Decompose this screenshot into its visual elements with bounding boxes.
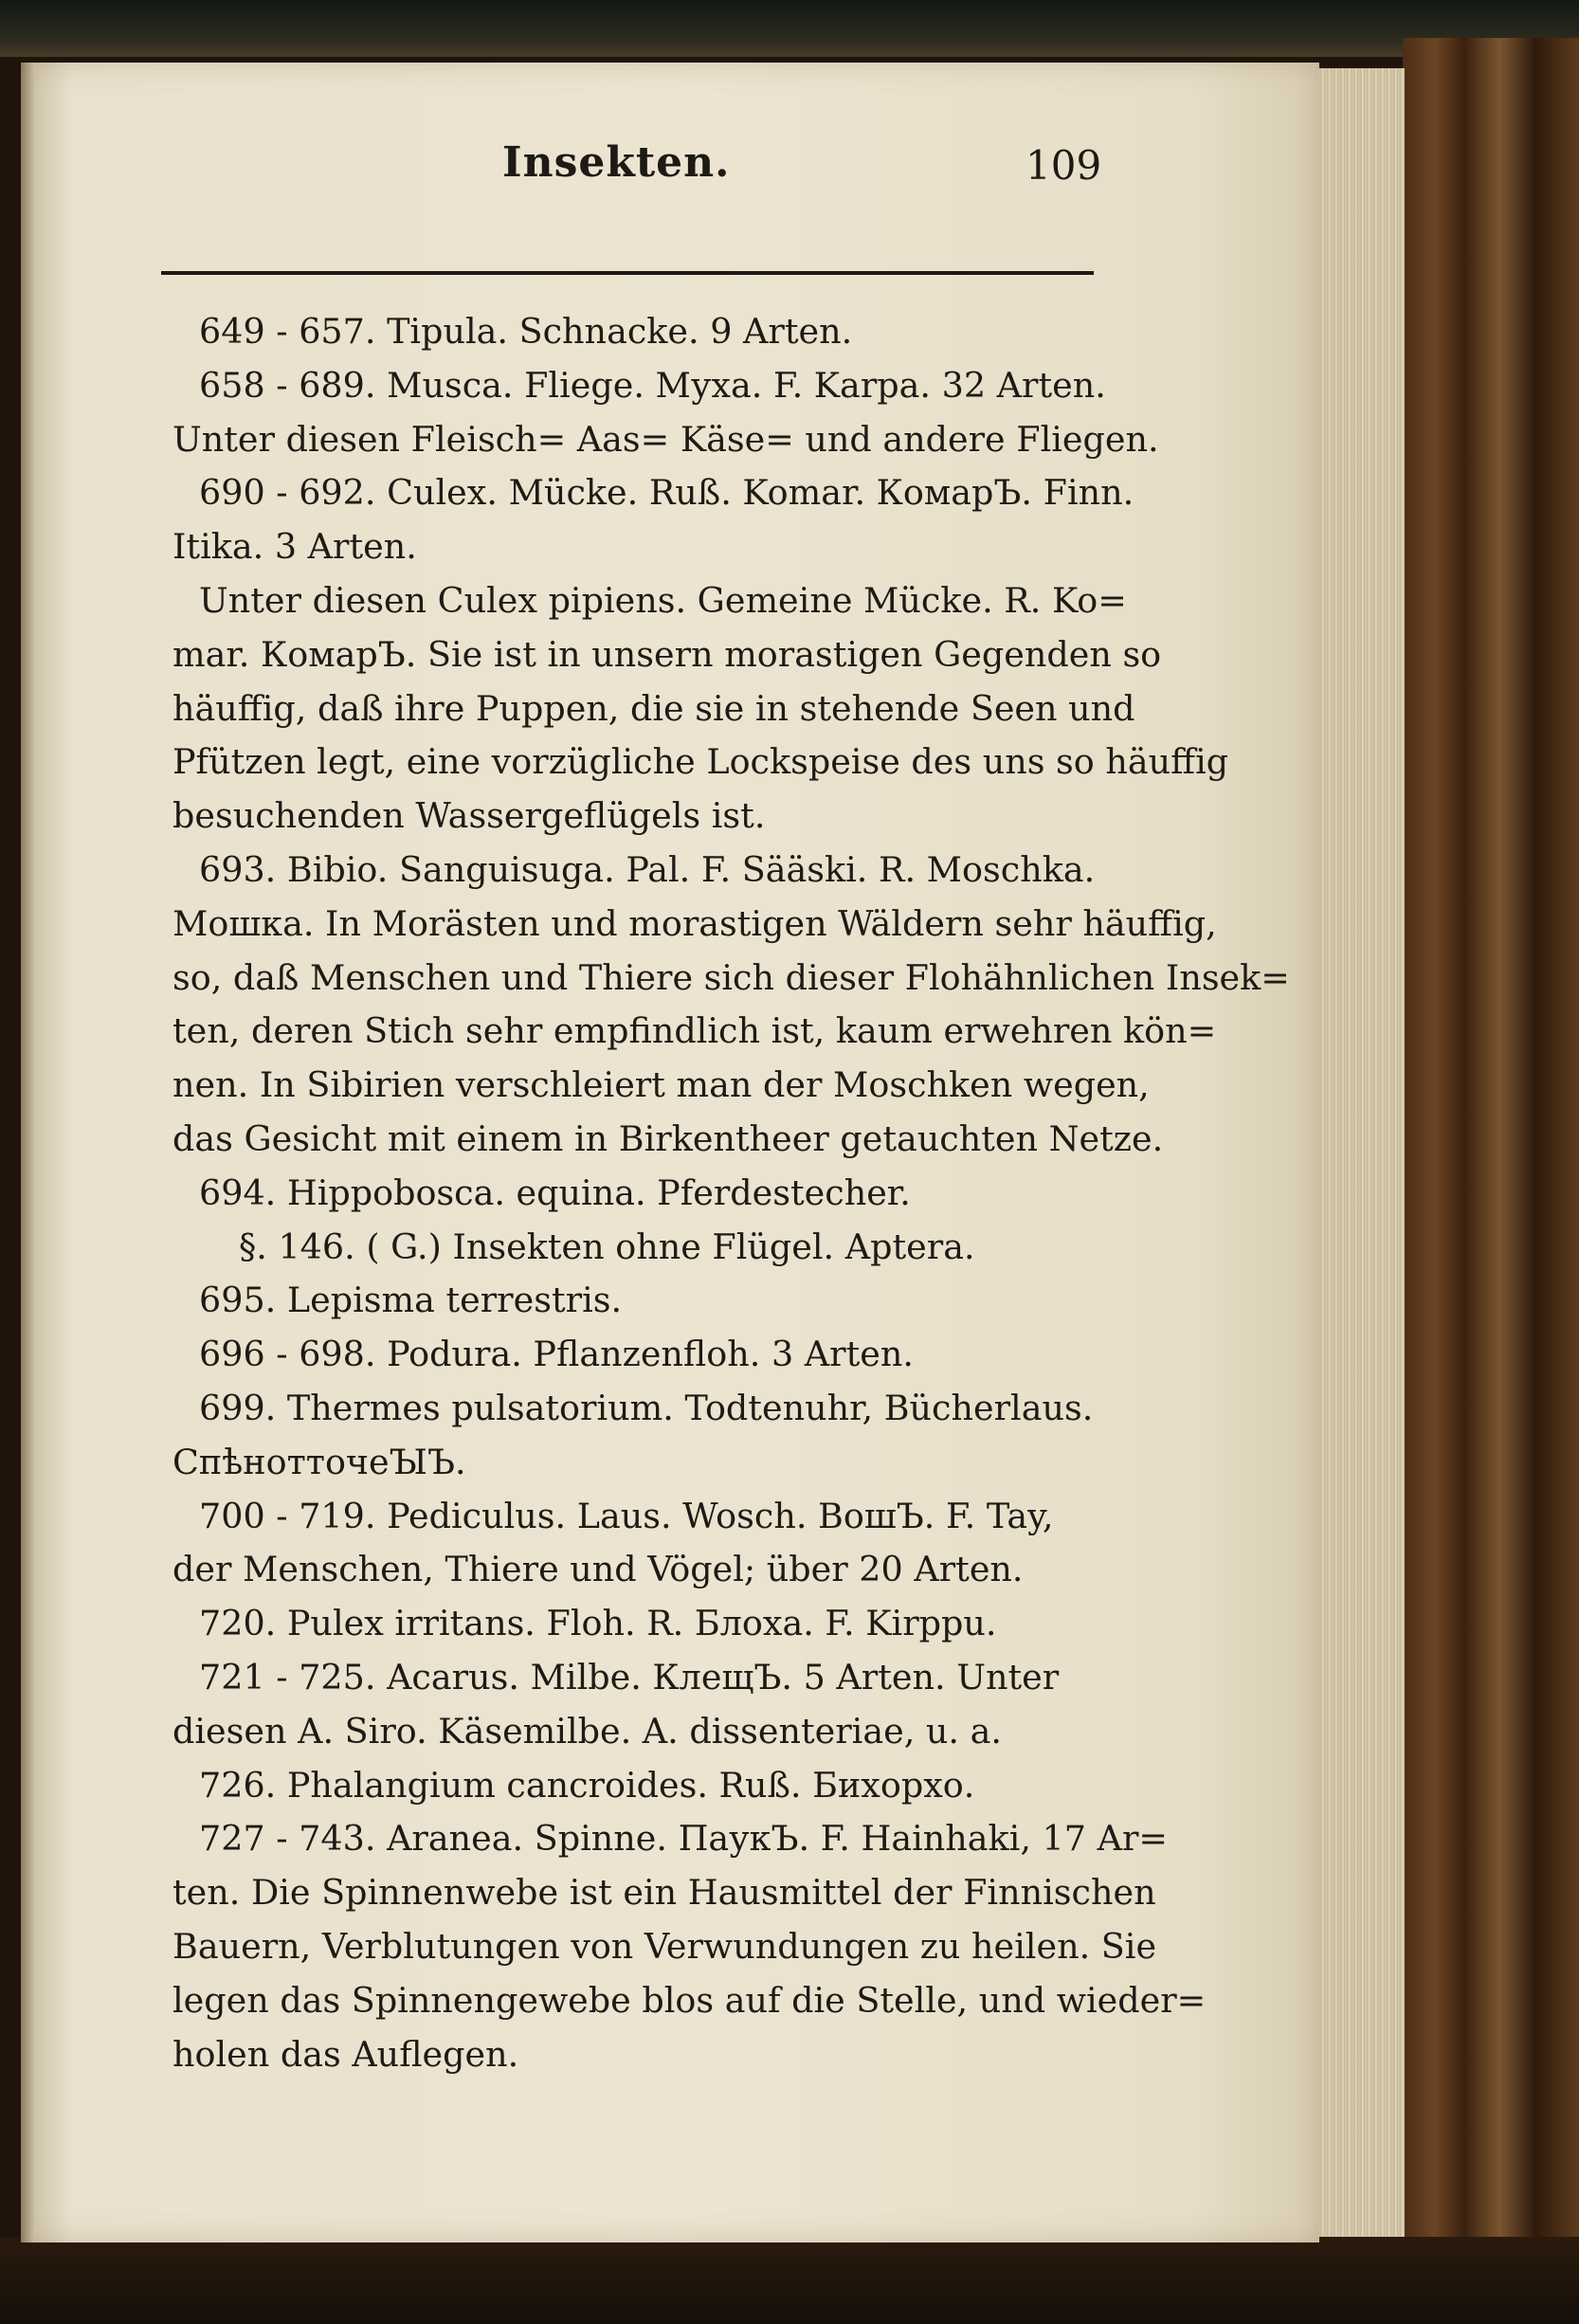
- text-line: häuffig, daß ihre Puppen, die sie in stehende Seen und: [172, 687, 1135, 729]
- page-header: [21, 63, 1319, 189]
- page-number: 109: [1025, 142, 1102, 189]
- text-line: Unter diesen Culex pipiens. Gemeine Mücke. R. Ko=: [199, 579, 1127, 621]
- book-page: [21, 63, 1319, 2242]
- text-line: diesen A. Siro. Käsemilbe. A. dissenteriae, u. a.: [172, 1710, 1003, 1752]
- text-line: 726. Phalangium cancroides. Ruß. Бихорхо.: [199, 1764, 975, 1806]
- text-line: 721 - 725. Acarus. Milbe. КлещЪ. 5 Arten. Unter: [199, 1656, 1060, 1698]
- running-head: Insekten.: [502, 138, 731, 187]
- marbled-book-cover: [1403, 38, 1579, 2324]
- section-heading: §. 146. ( G.) Insekten ohne Flügel. Aptera.: [239, 1226, 975, 1267]
- text-line: 696 - 698. Podura. Pflanzenfloh. 3 Arten.: [199, 1334, 914, 1375]
- text-line: nen. In Sibirien verschleiert man der Moschken wegen,: [172, 1064, 1150, 1106]
- text-line: 699. Thermes pulsatorium. Todtenuhr, Bücherlaus.: [199, 1387, 1094, 1428]
- text-line: ten, deren Stich sehr empfindlich ist, kaum erwehren kön=: [172, 1010, 1217, 1052]
- text-line: 700 - 719. Pediculus. Laus. Wosch. ВошЪ. F. Tay,: [199, 1495, 1054, 1536]
- book-cover-top-edge: [0, 0, 1579, 57]
- text-line: das Gesicht mit einem in Birkentheer getauchten Netze.: [172, 1117, 1164, 1159]
- body-text: [172, 305, 1290, 2081]
- text-line: legen das Spinnengewebe blos auf die Stelle, und wieder=: [172, 1979, 1207, 2021]
- text-line: 695. Lepisma terrestris.: [199, 1280, 623, 1321]
- text-line: 649 - 657. Tipula. Schnacke. 9 Arten.: [199, 311, 853, 352]
- text-line: 720. Pulex irritans. Floh. R. Блоха. F. Kirppu.: [199, 1603, 997, 1644]
- text-line: Itika. 3 Arten.: [172, 526, 417, 568]
- text-line: 727 - 743. Aranea. Spinne. ПаукЪ. F. Hainhaki, 17 Ar=: [199, 1818, 1168, 1860]
- page-gutter: [21, 63, 34, 2242]
- text-line: holen das Auflegen.: [172, 2033, 519, 2075]
- book-cover-bottom-edge: [0, 2237, 1579, 2324]
- text-line: so, daß Menschen und Thiere sich dieser Flohähnlichen Insek=: [172, 956, 1290, 998]
- text-line: 690 - 692. Culex. Mücke. Ruß. Komar. КомарЪ. Finn.: [199, 472, 1134, 514]
- text-line: der Menschen, Thiere und Vögel; über 20 Arten.: [172, 1549, 1024, 1590]
- header-rule: [161, 271, 1094, 275]
- text-line: 693. Bibio. Sanguisuga. Pal. F. Sääski. R. Moschka.: [199, 848, 1096, 890]
- text-line: 658 - 689. Musca. Fliege. Муха. F. Karpa. 32 Arten.: [199, 364, 1106, 406]
- text-line: Мошка. In Morästen und morastigen Wäldern sehr häuffig,: [172, 902, 1217, 944]
- text-line: Unter diesen Fleisch= Aas= Käse= und andere Fliegen.: [172, 418, 1159, 460]
- text-line: СпѣнотточеꙐЪ.: [172, 1441, 466, 1482]
- text-line: mar. КомарЪ. Sie ist in unsern morastigen Gegenden so: [172, 633, 1162, 675]
- text-line: Pfützen legt, eine vorzügliche Lockspeise des uns so häuffig: [172, 741, 1229, 783]
- text-line: besuchenden Wassergeflügels ist.: [172, 795, 766, 837]
- text-line: ten. Die Spinnenwebe ist ein Hausmittel der Finnischen: [172, 1872, 1156, 1914]
- text-line: Bauern, Verblutungen von Verwundungen zu heilen. Sie: [172, 1925, 1157, 1967]
- text-line: 694. Hippobosca. equina. Pferdestecher.: [199, 1171, 911, 1213]
